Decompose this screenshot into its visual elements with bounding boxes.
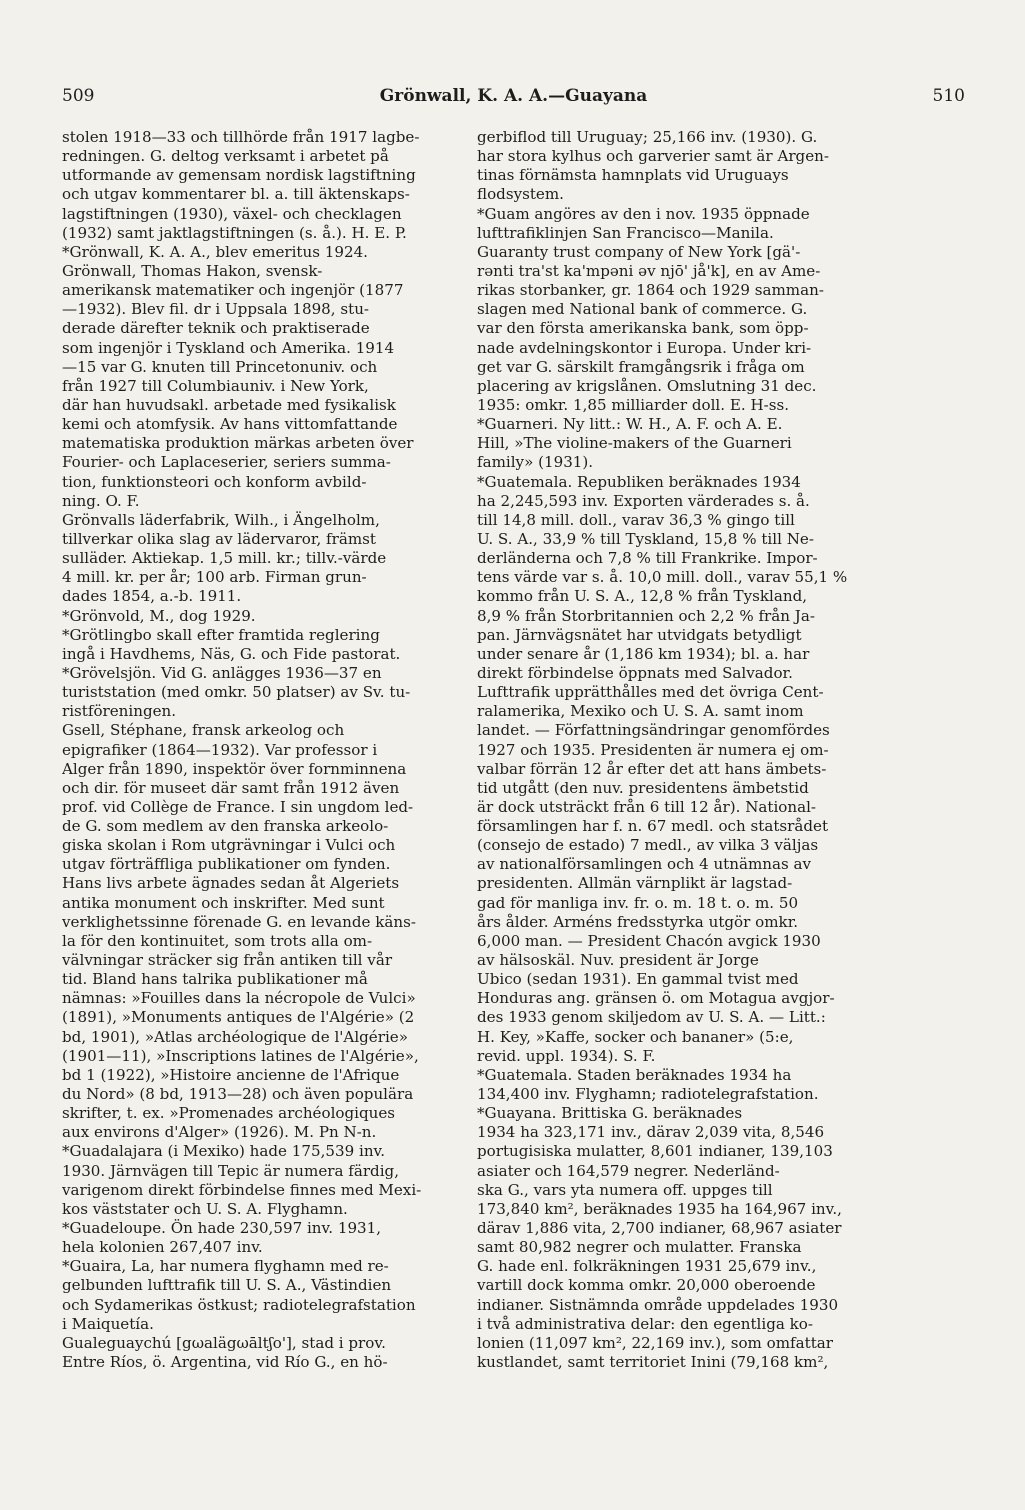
right-column [477,128,872,1372]
text-line: (1932) samt jaktlagstiftningen (s. å.). H. E. P. [62,223,407,242]
text-line: presidenten. Allmän värnplikt är lagstad- [477,874,793,893]
text-line: i två administrativa delar: den egentliga ko- [477,1314,813,1333]
text-line: Alger från 1890, inspektör över fornminnena [62,759,407,778]
text-line: från 1927 till Columbiauniv. i New York, [62,376,369,395]
text-line: revid. uppl. 1934). S. F. [477,1046,656,1065]
text-line: hela kolonien 267,407 inv. [62,1238,263,1257]
text-line: 6,000 man. — President Chacón avgick 1930 [477,931,821,950]
text-line: verklighetssinne förenade G. en levande käns- [62,912,416,931]
text-line: *Grötlingbo skall efter framtida reglering [62,625,380,644]
text-line: församlingen har f. n. 67 medl. och statsrådet [477,817,829,836]
text-line: lufttrafiklinjen San Francisco—Manila. [477,223,774,242]
text-line: skrifter, t. ex. »Promenades archéologiques [62,1104,396,1123]
text-line: vartill dock komma omkr. 20,000 oberoende [477,1276,816,1295]
text-line: nämnas: »Fouilles dans la nécropole de Vulci» [62,989,416,1008]
text-line: aux environs d'Alger» (1926). M. Pn N-n. [62,1123,377,1142]
text-line: ralamerika, Mexiko och U. S. A. samt inom [477,702,804,721]
text-line: —1932). Blev fil. dr i Uppsala 1898, stu- [62,300,370,319]
text-line: var den första amerikanska bank, som öpp- [477,319,809,338]
text-line: 134,400 inv. Flyghamn; radiotelegrafstation. [477,1085,819,1104]
text-line: *Guadeloupe. Ön hade 230,597 inv. 1931, [62,1219,382,1238]
running-head: Grönwall, K. A. A.—Guayana [379,86,648,106]
text-line: 173,840 km², beräknades 1935 ha 164,967 inv., [477,1199,842,1218]
text-line: tion, funktionsteori och konform avbild- [62,472,367,491]
text-line: i Maiquetía. [62,1314,154,1333]
text-line: *Guayana. Brittiska G. beräknades [477,1104,743,1123]
text-line: turiststation (med omkr. 50 platser) av Sv. tu- [62,683,411,702]
text-line: gelbunden lufttrafik till U. S. A., Västindien [62,1276,392,1295]
text-line: kommo från U. S. A., 12,8 % från Tyskland, [477,587,808,606]
text-line: har stora kylhus och garverier samt är Argen- [477,147,829,166]
text-line: års ålder. Arméns fredsstyrka utgör omkr. [477,912,799,931]
text-line: utformande av gemensam nordisk lagstiftning [62,166,416,185]
text-line: och dir. för museet där samt från 1912 även [62,778,400,797]
text-line: placering av krigslånen. Omslutning 31 dec. [477,376,817,395]
text-line: valbar förrän 12 år efter det att hans ämbets- [477,759,827,778]
text-line: Gualeguaychú [gωalägωāltʃo'], stad i prov. [62,1333,386,1352]
text-line: matematiska produktion märkas arbeten över [62,434,414,453]
text-line: amerikansk matematiker och ingenjör (1877 [62,281,404,300]
page-number-right: 510 [932,86,965,106]
text-line: Grönvalls läderfabrik, Wilh., i Ängelholm, [62,510,380,529]
text-line: till 14,8 mill. doll., varav 36,3 % gingo till [477,510,795,529]
text-line: där han huvudsakl. arbetade med fysikalisk [62,395,396,414]
text-line: kustlandet, samt territoriet Inini (79,168 km², [477,1353,829,1371]
text-line: ingå i Havdhems, Näs, G. och Fide pastorat. [62,644,401,663]
text-line: *Guarneri. Ny litt.: W. H., A. F. och A. E. [477,415,783,434]
text-line: prof. vid Collège de France. I sin ungdom led- [62,797,414,816]
text-line: nade avdelningskontor i Europa. Under kri- [477,338,812,357]
text-line: des 1933 genom skiljedom av U. S. A. — Litt.: [477,1008,826,1027]
text-line: landet. — Författningsändringar genomfördes [477,721,830,740]
text-line: tens värde var s. å. 10,0 mill. doll., varav 55,1 % [477,568,848,587]
text-line: 8,9 % från Storbritannien och 2,2 % från Ja- [477,606,815,625]
text-line: asiater och 164,579 negrer. Nederländ- [477,1161,780,1180]
text-line: antika monument och inskrifter. Med sunt [62,893,385,912]
text-line: Guaranty trust company of New York [gä'- [477,242,801,261]
text-line: gad för manliga inv. fr. o. m. 18 t. o. m. 50 [477,893,799,912]
text-line: ristföreningen. [62,702,177,721]
text-line: är dock utsträckt från 6 till 12 år). National- [477,797,817,816]
text-line: tinas förnämsta hamnplats vid Uruguays [477,166,789,185]
text-line: under senare år (1,186 km 1934); bl. a. har [477,644,810,663]
text-line: *Grönvold, M., dog 1929. [62,606,256,625]
left-column [62,128,457,1372]
text-line: *Guadalajara (i Mexiko) hade 175,539 inv. [62,1142,386,1161]
text-line: de G. som medlem av den franska arkeolo- [62,817,389,836]
text-line: ska G., vars yta numera off. uppges till [477,1180,773,1199]
text-line: 1930. Järnvägen till Tepic är numera färdig, [62,1161,400,1180]
text-line: Hans livs arbete ägnades sedan åt Algeriets [62,874,400,893]
text-line: du Nord» (8 bd, 1913—28) och även populära [62,1085,414,1104]
text-line: lagstiftningen (1930), växel- och checklagen [62,204,402,223]
text-line: varigenom direkt förbindelse finnes med Mexi- [62,1180,422,1199]
text-line: sulläder. Aktiekap. 1,5 mill. kr.; tillv.-värde [62,549,387,568]
text-line: *Grövelsjön. Vid G. anlägges 1936—37 en [62,663,382,682]
text-line: G. hade enl. folkräkningen 1931 25,679 inv., [477,1257,817,1276]
text-line: (consejo de estado) 7 medl., av vilka 3 väljas [477,836,819,855]
text-line: 4 mill. kr. per år; 100 arb. Firman grun- [62,568,367,587]
text-line: get var G. särskilt framgångsrik i fråga om [477,357,805,376]
text-line: samt 80,982 negrer och mulatter. Franska [477,1238,802,1257]
text-line: Hill, »The violine-makers of the Guarneri [477,434,792,453]
text-line: ning. O. F. [62,491,140,510]
page-header [62,86,965,116]
text-line: indianer. Sistnämnda område uppdelades 1930 [477,1295,839,1314]
text-line: H. Key, »Kaffe, socker och bananer» (5:e, [477,1027,794,1046]
text-line: 1935: omkr. 1,85 milliarder doll. E. H-ss. [477,395,790,414]
text-line: bd, 1901), »Atlas archéologique de l'Algérie» [62,1027,408,1046]
text-line: (1901—11), »Inscriptions latines de l'Algérie», [62,1046,419,1065]
text-line: av hälsoskäl. Nuv. president är Jorge [477,951,759,970]
text-line: pan. Järnvägsnätet har utvidgats betydligt [477,625,802,644]
text-line: kos väststater och U. S. A. Flyghamn. [62,1199,348,1218]
text-line: tid utgått (den nuv. presidentens ämbetstid [477,778,809,797]
text-line: tillverkar olika slag av lädervaror, främst [62,529,376,548]
text-line: Honduras ang. gränsen ö. om Motagua avgjor- [477,989,835,1008]
text-line: utgav förträffliga publikationer om fynden. [62,855,391,874]
text-line: 1934 ha 323,171 inv., därav 2,039 vita, 8,546 [477,1123,825,1142]
text-line: gerbiflod till Uruguay; 25,166 inv. (1930). G. [477,128,818,146]
text-line: välvningar sträcker sig från antiken till vår [62,951,393,970]
text-line: *Guam angöres av den i nov. 1935 öppnade [477,204,810,223]
text-line: la för den kontinuitet, som trots alla om- [62,931,373,950]
text-line: Lufttrafik upprätthålles med det övriga Cent- [477,683,824,702]
text-line: portugisiska mulatter, 8,601 indianer, 139,103 [477,1142,833,1161]
text-line: som ingenjör i Tyskland och Amerika. 1914 [62,338,395,357]
text-line: rənti tra'st ka'mpəni əv njō' jå'k], en av Ame- [477,261,821,280]
text-line: Gsell, Stéphane, fransk arkeolog och [62,721,345,740]
text-line: redningen. G. deltog verksamt i arbetet på [62,147,389,166]
text-line: ha 2,245,593 inv. Exporten värderades s. å. [477,491,810,510]
text-line: bd 1 (1922), »Histoire ancienne de l'Afrique [62,1065,400,1084]
text-line: *Grönwall, K. A. A., blev emeritus 1924. [62,242,368,261]
text-line: Ubico (sedan 1931). En gammal tvist med [477,970,799,989]
text-line: därav 1,886 vita, 2,700 indianer, 68,967 asiater [477,1219,842,1238]
text-line: U. S. A., 33,9 % till Tyskland, 15,8 % till Ne- [477,529,814,548]
text-line: av nationalförsamlingen och 4 utnämnas av [477,855,812,874]
text-line: derade därefter teknik och praktiserade [62,319,370,338]
text-line: direkt förbindelse öppnats med Salvador. [477,663,793,682]
text-line: och Sydamerikas östkust; radiotelegrafstation [62,1295,416,1314]
text-line: dades 1854, a.-b. 1911. [62,587,242,606]
text-line: giska skolan i Rom utgrävningar i Vulci och [62,836,396,855]
text-line: lonien (11,097 km², 22,169 inv.), som omfattar [477,1333,833,1352]
text-line: Entre Ríos, ö. Argentina, vid Río G., en hö- [62,1353,388,1371]
text-line: —15 var G. knuten till Princetonuniv. och [62,357,378,376]
text-line: *Guaira, La, har numera flyghamn med re- [62,1257,389,1276]
text-line: *Guatemala. Staden beräknades 1934 ha [477,1065,792,1084]
text-line: slagen med National bank of commerce. G. [477,300,808,319]
text-line: tid. Bland hans talrika publikationer må [62,970,368,989]
text-line: Grönwall, Thomas Hakon, svensk- [62,261,323,280]
text-line: stolen 1918—33 och tillhörde från 1917 lagbe- [62,128,420,146]
text-line: epigrafiker (1864—1932). Var professor i [62,740,378,759]
text-line: kemi och atomfysik. Av hans vittomfattande [62,415,398,434]
text-line: flodsystem. [477,185,564,204]
page-number-left: 509 [62,86,95,106]
text-line: (1891), »Monuments antiques de l'Algérie» (2 [62,1008,415,1027]
text-line: 1927 och 1935. Presidenten är numera ej om- [477,740,829,759]
text-line: *Guatemala. Republiken beräknades 1934 [477,472,801,491]
text-line: family» (1931). [477,453,594,472]
text-line: och utgav kommentarer bl. a. till äktenskaps- [62,185,410,204]
text-line: Fourier- och Laplaceserier, seriers summa- [62,453,391,472]
text-line: rikas storbanker, gr. 1864 och 1929 samman- [477,281,824,300]
text-line: derländerna och 7,8 % till Frankrike. Impor- [477,549,818,568]
